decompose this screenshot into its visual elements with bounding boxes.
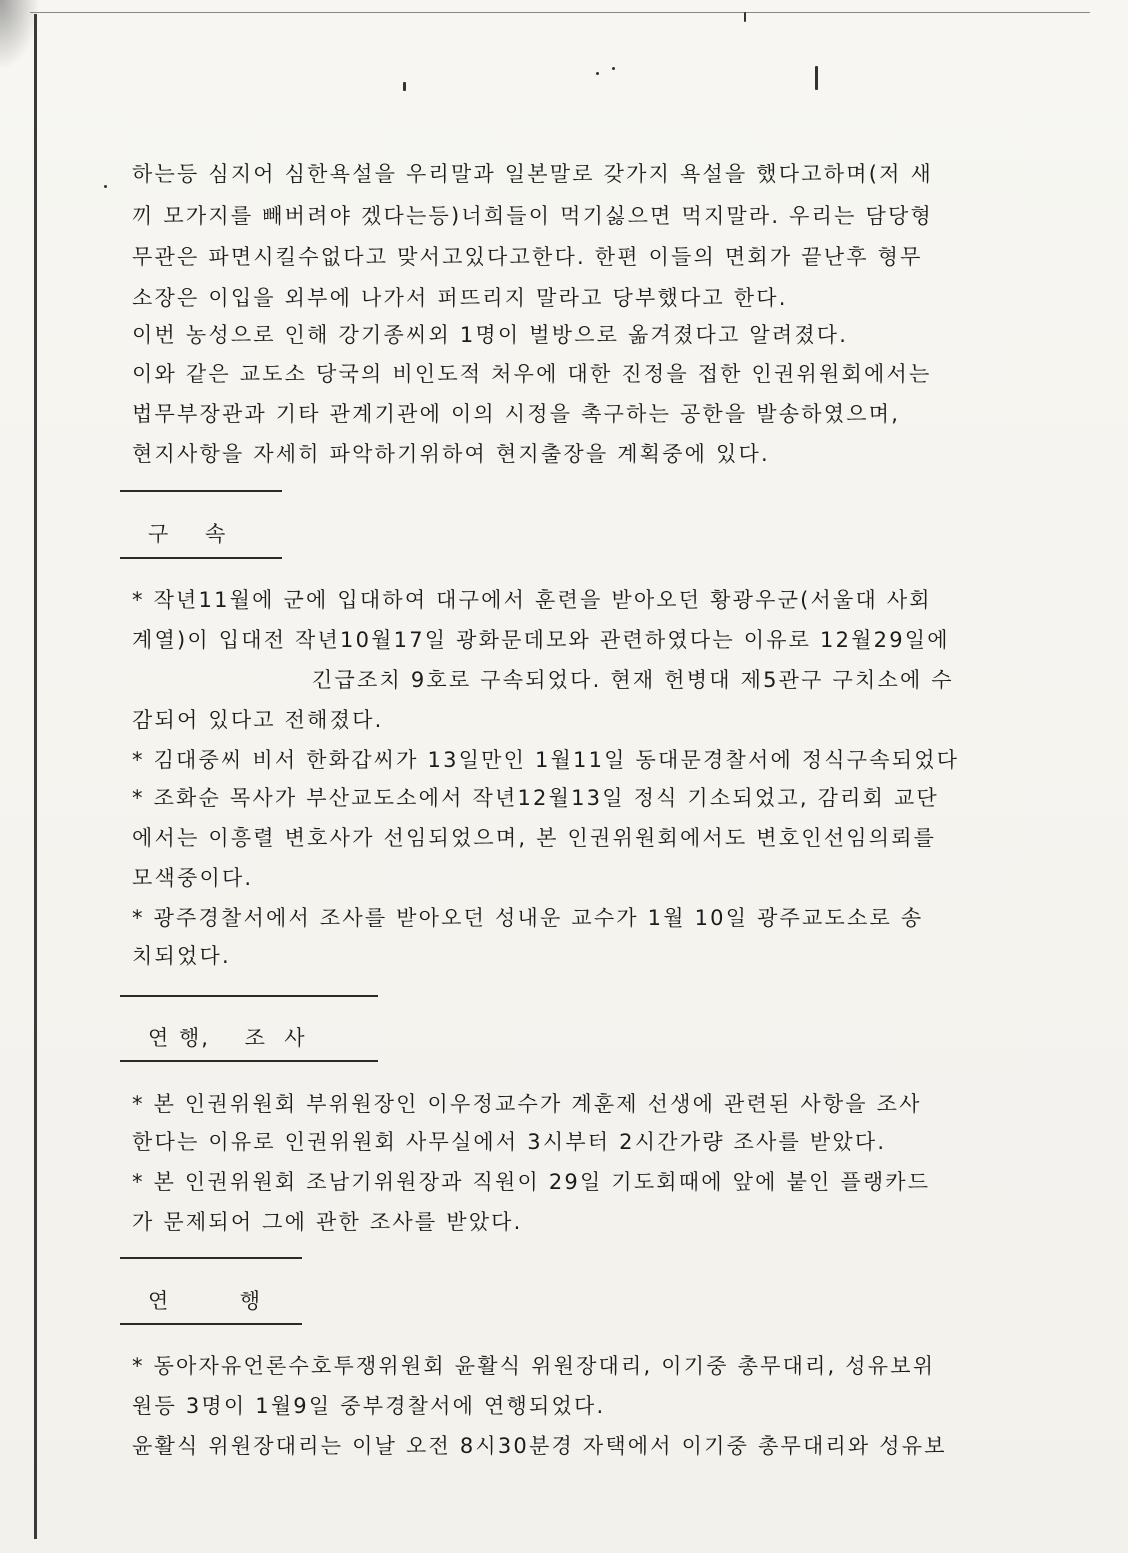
scan-speck [403, 82, 406, 91]
paragraph-line: 현지사항을 자세히 파악하기위하여 현지출장을 계획중에 있다. [132, 442, 770, 466]
arrest-line: 계열)이 입대전 작년10월17일 광화문데모와 관련하였다는 이유로 12월29일에 [132, 628, 950, 652]
paragraph-line: 끼 모가지를 빼버려야 겠다는등)너희들이 먹기싫으면 먹지말라. 우리는 담당형 [132, 204, 933, 228]
detain-line: 원등 3명이 1월9일 중부경찰서에 연행되었다. [132, 1394, 606, 1418]
arrest-line: 에서는 이흥렬 변호사가 선임되었으며, 본 인권위원회에서도 변호인선임의뢰를 [132, 826, 937, 850]
paragraph-line: 이와 같은 교도소 당국의 비인도적 처우에 대한 진정을 접한 인권위원회에서는 [132, 362, 932, 386]
scan-speck [744, 12, 746, 22]
section-rule-top [120, 490, 282, 492]
detain-investigate-line: * 본 인권위원회 조남기위원장과 직원이 29일 기도회때에 앞에 붙인 플랭카드 [132, 1170, 931, 1194]
detain-investigate-line: * 본 인권위원회 부위원장인 이우정교수가 계훈제 선생에 관련된 사항을 조사 [132, 1092, 922, 1116]
detain-investigate-line: 가 문제되어 그에 관한 조사를 받았다. [132, 1210, 523, 1234]
detain-line: * 동아자유언론수호투쟁위원회 윤활식 위원장대리, 이기중 총무대리, 성유보위 [132, 1354, 936, 1378]
section-heading-arrest: 구 속 [148, 522, 228, 546]
section-heading-detain-investigate: 연 행, 조 사 [148, 1026, 307, 1050]
detain-line: 윤활식 위원장대리는 이날 오전 8시30분경 자택에서 이기중 총무대리와 성유보 [132, 1434, 947, 1458]
arrest-line: 긴급조치 9호로 구속되었다. 현재 헌병대 제5관구 구치소에 수 [312, 668, 954, 692]
scan-speck [104, 185, 107, 188]
arrest-line: 모색중이다. [132, 866, 254, 890]
top-border-line [30, 12, 1090, 13]
scan-speck [815, 66, 818, 90]
arrest-line: 치되었다. [132, 944, 231, 968]
paragraph-line: 소장은 이입을 외부에 나가서 퍼뜨리지 말라고 당부했다고 한다. [132, 286, 788, 310]
section-rule-bottom [120, 1060, 378, 1062]
arrest-line: 감되어 있다고 전해졌다. [132, 708, 384, 732]
paragraph-line: 이번 농성으로 인해 강기종씨외 1명이 벌방으로 옮겨졌다고 알려졌다. [132, 323, 849, 347]
paragraph-line: 법무부장관과 기타 관계기관에 이의 시정을 촉구하는 공한을 발송하였으며, [132, 402, 901, 426]
arrest-line: * 작년11월에 군에 입대하여 대구에서 훈련을 받아오던 황광우군(서울대 사회 [132, 588, 932, 612]
scan-speck [612, 67, 615, 70]
section-rule-bottom [120, 1323, 302, 1325]
left-margin-line [34, 14, 37, 1539]
detain-investigate-line: 한다는 이유로 인권위원회 사무실에서 3시부터 2시간가량 조사를 받았다. [132, 1130, 887, 1154]
section-rule-top [120, 995, 378, 997]
arrest-line: * 광주경찰서에서 조사를 받아오던 성내운 교수가 1월 10일 광주교도소로 송 [132, 906, 924, 930]
paragraph-line: 하는등 심지어 심한욕설을 우리말과 일본말로 갖가지 욕설을 했다고하며(저 새 [132, 162, 933, 186]
arrest-line: * 김대중씨 비서 한화갑씨가 13일만인 1월11일 동대문경찰서에 정식구속되었다 [132, 748, 960, 772]
section-rule-bottom [120, 557, 282, 559]
section-heading-detain: 연 행 [148, 1289, 262, 1313]
scan-speck [596, 72, 599, 75]
section-rule-top [120, 1257, 302, 1259]
arrest-line: * 조화순 목사가 부산교도소에서 작년12월13일 정식 기소되었고, 감리회 교단 [132, 786, 939, 810]
paragraph-line: 무관은 파면시킬수없다고 맞서고있다고한다. 한편 이들의 면회가 끝난후 형무 [132, 245, 923, 269]
